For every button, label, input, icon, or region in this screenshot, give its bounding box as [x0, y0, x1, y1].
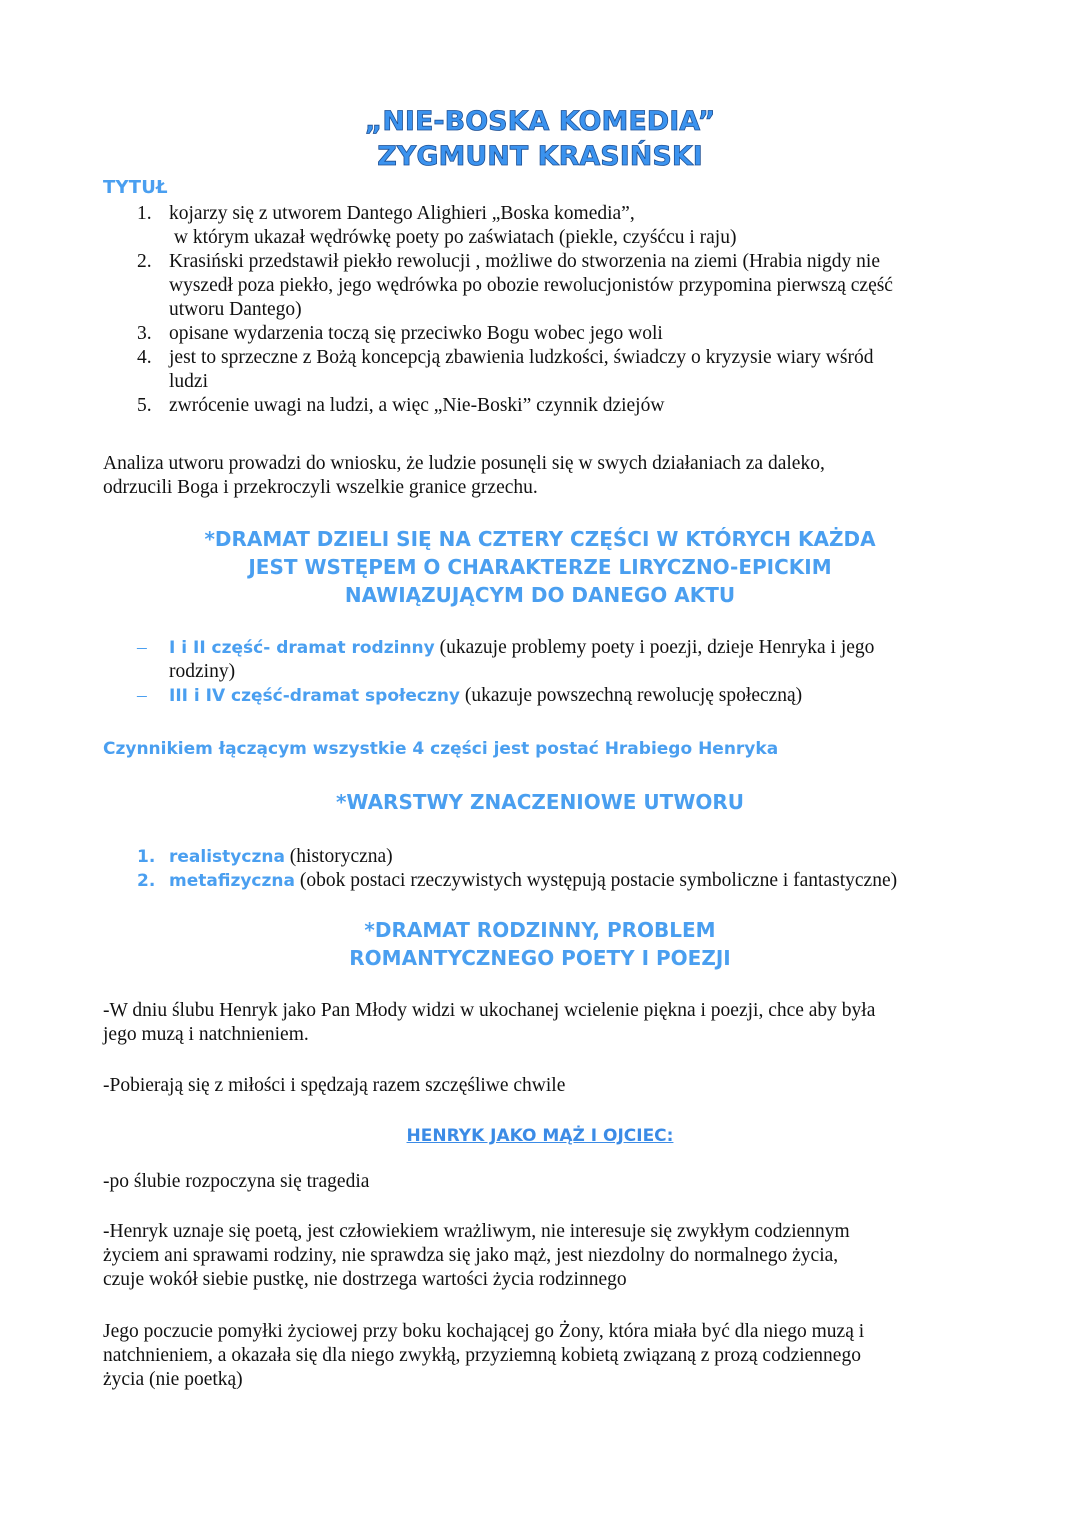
list-item [103, 845, 1003, 869]
paragraph-line: odrzucili Boga i przekroczyli wszelkie granice grzechu. [103, 477, 538, 498]
document-title [0, 104, 1080, 174]
section-heading-warstwy: *WARSTWY ZNACZENIOWE UTWORU [335, 790, 745, 814]
list-number: 4. [137, 347, 152, 368]
list-number: 2. [137, 251, 152, 272]
paragraph-pomylka [103, 1320, 1003, 1392]
list-item [103, 202, 1003, 250]
section-line: ROMANTYCZNEGO POETY I POEZJI [349, 946, 731, 970]
list-item-line: zwrócenie uwagi na ludzi, a więc „Nie-Boski” czynnik dziejów [169, 395, 665, 416]
keyword: I i II część- dramat rodzinny [169, 638, 435, 658]
paragraph-line: -W dniu ślubu Henryk jako Pan Młody widzi w ukochanej wcielenie piękna i poezji, chce aby była [103, 1000, 876, 1021]
keyword: III i IV część-dramat społeczny [169, 686, 461, 706]
dash-bullet: – [137, 685, 147, 706]
parts-list [103, 636, 983, 708]
list-item [103, 346, 1003, 394]
paragraph-line: życiem ani sprawami rodziny, nie sprawdza się jako mąż, jest niezdolny do normalnego życia, [103, 1245, 839, 1266]
paragraph-pobieraja: -Pobierają się z miłości i spędzają razem szczęśliwe chwile [103, 1075, 566, 1096]
paragraph-line: jego muzą i natchnieniem. [103, 1024, 309, 1045]
section-line: *DRAMAT DZIELI SIĘ NA CZTERY CZĘŚCI W KTÓRYCH KAŻDA [204, 527, 876, 551]
list-item [103, 869, 1003, 893]
list-item [103, 684, 983, 708]
list-item-text: (historyczna) [284, 846, 393, 867]
paragraph-line: -Henryk uznaje się poetą, jest człowiekiem wrażliwym, nie interesuje się zwykłym codziennym [103, 1221, 850, 1242]
paragraph-line: Jego poczucie pomyłki życiowej przy boku kochającej go Żony, która miała być dla niego muzą i [103, 1321, 865, 1342]
paragraph-line: natchnieniem, a okazała się dla niego zwykłą, przyziemną kobietą związaną z prozą codziennego [103, 1345, 861, 1366]
list-number: 3. [137, 323, 152, 344]
paragraph-line: Analiza utworu prowadzi do wniosku, że ludzie posunęli się w swych działaniach za daleko, [103, 453, 825, 474]
list-number: 5. [137, 395, 152, 416]
list-item-line: ludzi [169, 371, 208, 392]
list-number: 1. [137, 203, 152, 224]
list-item-line: kojarzy się z utworem Dantego Alighieri „Boska komedia”, [169, 203, 635, 224]
list-item-line: w którym ukazał wędrówkę poety po zaświatach (piekle, czyśćcu i raju) [169, 227, 737, 248]
czynnik-line: Czynnikiem łączącym wszystkie 4 części jest postać Hrabiego Henryka [103, 739, 779, 759]
tytul-list [103, 202, 1003, 418]
paragraph-tragedia: -po ślubie rozpoczyna się tragedia [103, 1171, 370, 1192]
keyword: realistyczna [169, 847, 285, 867]
list-item [103, 322, 1003, 346]
section-line: NAWIĄZUJĄCYM DO DANEGO AKTU [344, 583, 736, 607]
list-item-line: utworu Dantego) [169, 299, 302, 320]
title-line-2: ZYGMUNT KRASIŃSKI [377, 141, 703, 172]
section-heading-rodzinny [0, 916, 1080, 972]
list-item-text: (ukazuje powszechną rewolucję społeczną) [460, 685, 803, 706]
heading-tytul: TYTUŁ [103, 177, 168, 198]
paragraph-slub [103, 999, 1003, 1047]
section-heading-dramat [0, 525, 1080, 609]
list-item-line: jest to sprzeczne z Bożą koncepcją zbawienia ludzkości, świadczy o kryzysie wiary wśród [169, 347, 874, 368]
list-item-line: wyszedł poza piekło, jego wędrówka po obozie rewolucjonistów przypomina pierwszą część [169, 275, 893, 296]
list-item-line: opisane wydarzenia toczą się przeciwko Bogu wobec jego woli [169, 323, 663, 344]
list-item-line: Krasiński przedstawił piekło rewolucji , możliwe do stworzenia na ziemi (Hrabia nigdy nie [169, 251, 880, 272]
title-line-1: „NIE-BOSKA KOMEDIA” [364, 106, 716, 137]
warstwy-list [103, 845, 1003, 893]
keyword: metafizyczna [169, 871, 295, 891]
list-number: 2. [137, 871, 156, 891]
paragraph-henryk [103, 1220, 983, 1292]
subheading-henryk: HENRYK JAKO MĄŻ I OJCIEC: [406, 1126, 674, 1146]
section-line: JEST WSTĘPEM O CHARAKTERZE LIRYCZNO-EPICKIM [248, 555, 832, 579]
section-line: *DRAMAT RODZINNY, PROBLEM [364, 918, 716, 942]
paragraph-line: czuje wokół siebie pustkę, nie dostrzega wartości życia rodzinnego [103, 1269, 627, 1290]
list-item-text: (ukazuje problemy poety i poezji, dzieje Henryka i jego [434, 637, 875, 658]
paragraph-analiza [103, 452, 983, 500]
list-item-text: rodziny) [169, 661, 236, 682]
list-item [103, 394, 1003, 418]
list-item-text: (obok postaci rzeczywistych występują postacie symboliczne i fantastyczne) [294, 870, 898, 891]
dash-bullet: – [137, 637, 147, 658]
list-number: 1. [137, 847, 156, 867]
list-item [103, 636, 983, 684]
paragraph-line: życia (nie poetką) [103, 1369, 243, 1390]
list-item [103, 250, 1003, 322]
